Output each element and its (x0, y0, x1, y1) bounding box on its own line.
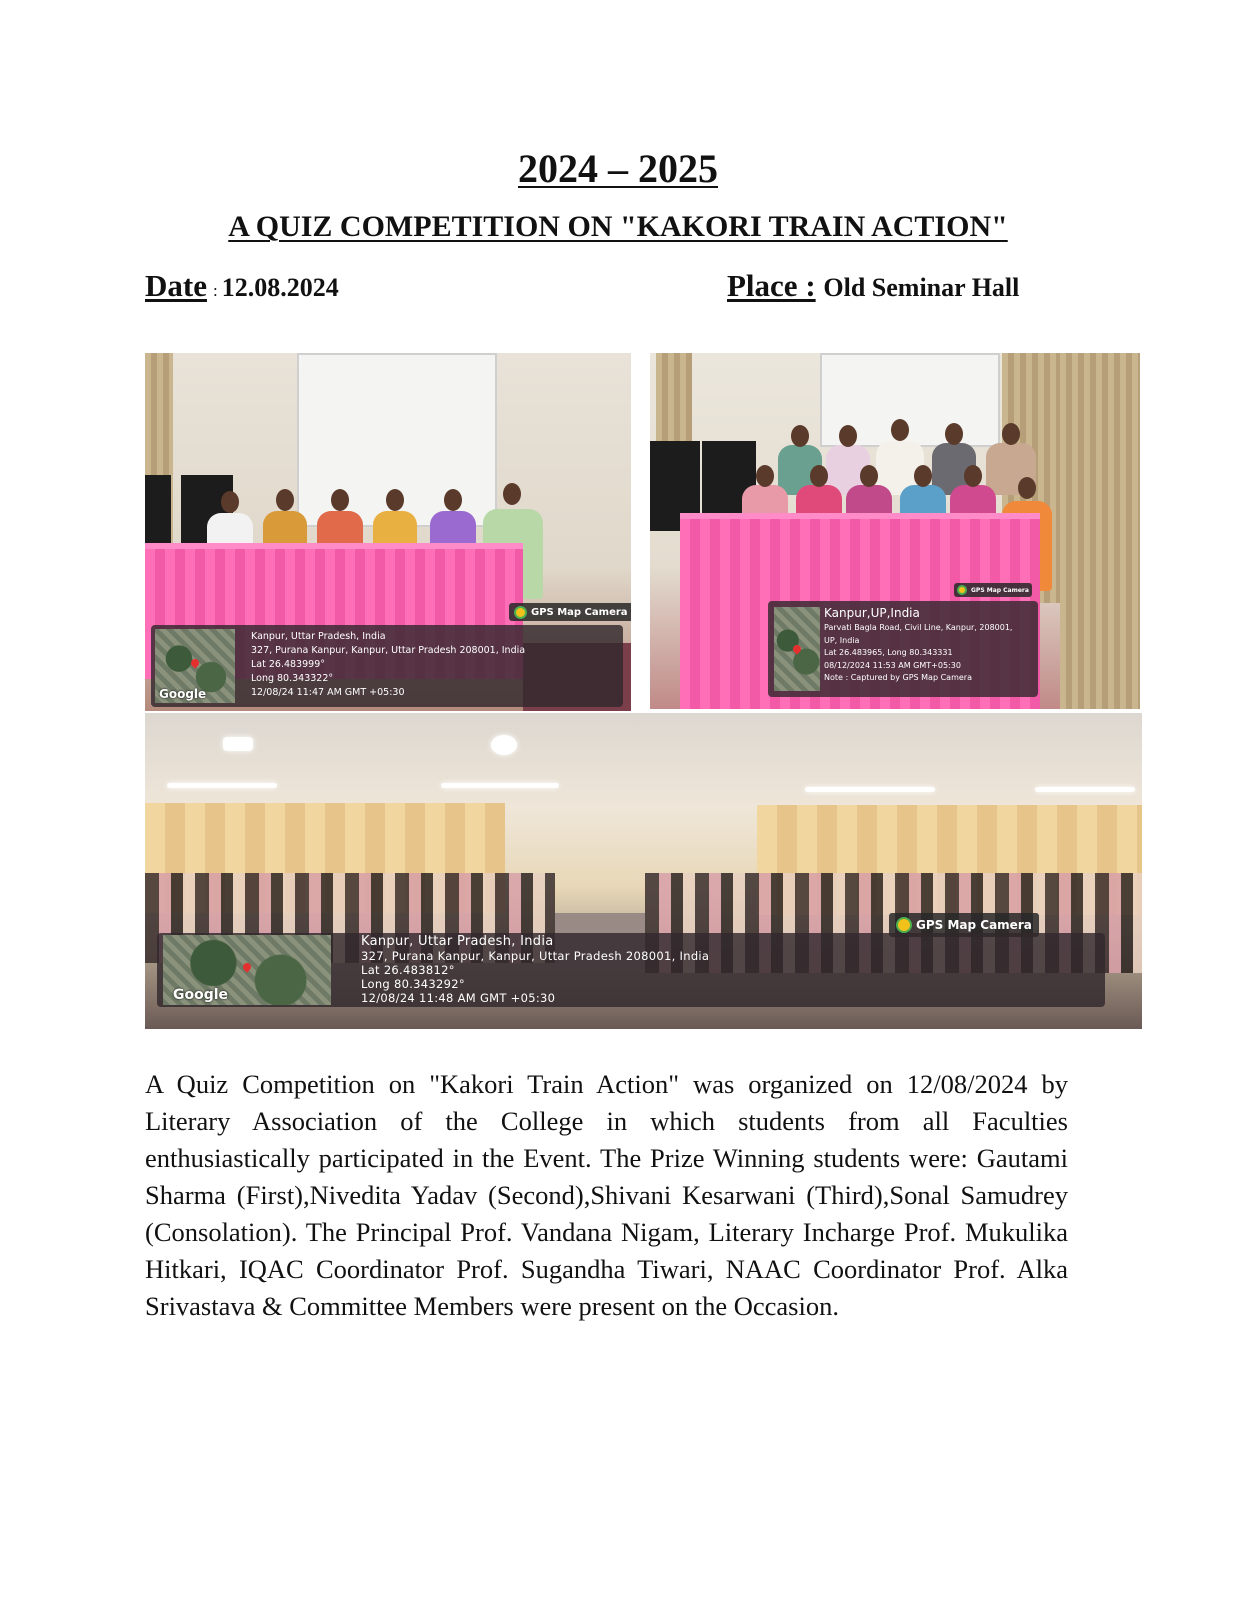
gps-overlay (151, 625, 623, 707)
place-line (727, 268, 1019, 304)
date-separator: : (212, 281, 218, 300)
map-provider-label: Google (159, 687, 207, 701)
location-map (155, 629, 235, 703)
gps-address: Parvati Bagla Road, Civil Line, Kanpur, 208001, (824, 623, 1013, 632)
location-map (163, 935, 331, 1005)
gps-note: Note : Captured by GPS Map Camera (824, 673, 972, 682)
gps-camera-icon (957, 585, 967, 595)
gps-latitude: Lat 26.483812° (361, 963, 455, 977)
event-photo-3 (145, 713, 1142, 1029)
gps-badge: GPS Map Camera (954, 583, 1032, 597)
gps-coordinates: Lat 26.483965, Long 80.343331 (824, 648, 953, 657)
gps-badge: GPS Map Camera (889, 913, 1039, 937)
map-pin-icon (791, 643, 802, 654)
place-value: Old Seminar Hall (823, 273, 1020, 302)
gps-address: 327, Purana Kanpur, Kanpur, Uttar Pradesh 208001, India (251, 645, 526, 656)
gps-timestamp: 08/12/2024 11:53 AM GMT+05:30 (824, 660, 961, 670)
location-map (774, 607, 820, 691)
gps-address-2: UP, India (824, 635, 860, 645)
gps-location: Kanpur,UP,India (824, 606, 920, 620)
gps-camera-icon (514, 606, 527, 619)
gps-overlay (157, 933, 1105, 1007)
gps-timestamp: 12/08/24 11:48 AM GMT +05:30 (361, 991, 556, 1005)
gps-location: Kanpur, Uttar Pradesh, India (251, 631, 386, 642)
year-heading: 2024 – 2025 (518, 146, 718, 191)
gps-location: Kanpur, Uttar Pradesh, India (361, 934, 554, 949)
gps-badge: GPS Map Camera (509, 603, 631, 621)
gps-longitude: Long 80.343292° (361, 977, 465, 991)
gps-longitude: Long 80.343322° (251, 673, 334, 684)
date-line (145, 268, 339, 304)
date-label: Date (145, 268, 207, 303)
event-photo-1 (145, 353, 631, 711)
gps-camera-icon (896, 917, 912, 933)
place-label: Place : (727, 268, 816, 303)
event-photo-2 (650, 353, 1140, 709)
gps-overlay (768, 601, 1038, 697)
event-title: A QUIZ COMPETITION ON "KAKORI TRAIN ACTION" (228, 210, 1008, 243)
map-pin-icon (189, 657, 200, 668)
gps-latitude: Lat 26.483999° (251, 659, 325, 670)
map-provider-label: Google (173, 987, 229, 1003)
date-value: 12.08.2024 (221, 273, 339, 302)
event-description: A Quiz Competition on "Kakori Train Action" was organized on 12/08/2024 by Literary Association of the College in which students from all Faculties enthusiastically participated in the Event. The Prize Winning students were: Gautami Sharma (First),Nivedita Yadav (Second),Shivani Kesarwani (Third),Sonal Samudrey (Consolation). The Principal Prof. Vandana Nigam, Literary Incharge Prof. Mukulika Hitkari, IQAC Coordinator Prof. Sugandha Tiwari, NAAC Coordinator Prof. Alka Srivastava & Committee Members were present on the Occasion. (145, 1069, 1068, 1321)
gps-address: 327, Purana Kanpur, Kanpur, Uttar Pradesh 208001, India (361, 949, 710, 963)
map-pin-icon (241, 961, 252, 972)
gps-timestamp: 12/08/24 11:47 AM GMT +05:30 (251, 687, 405, 698)
